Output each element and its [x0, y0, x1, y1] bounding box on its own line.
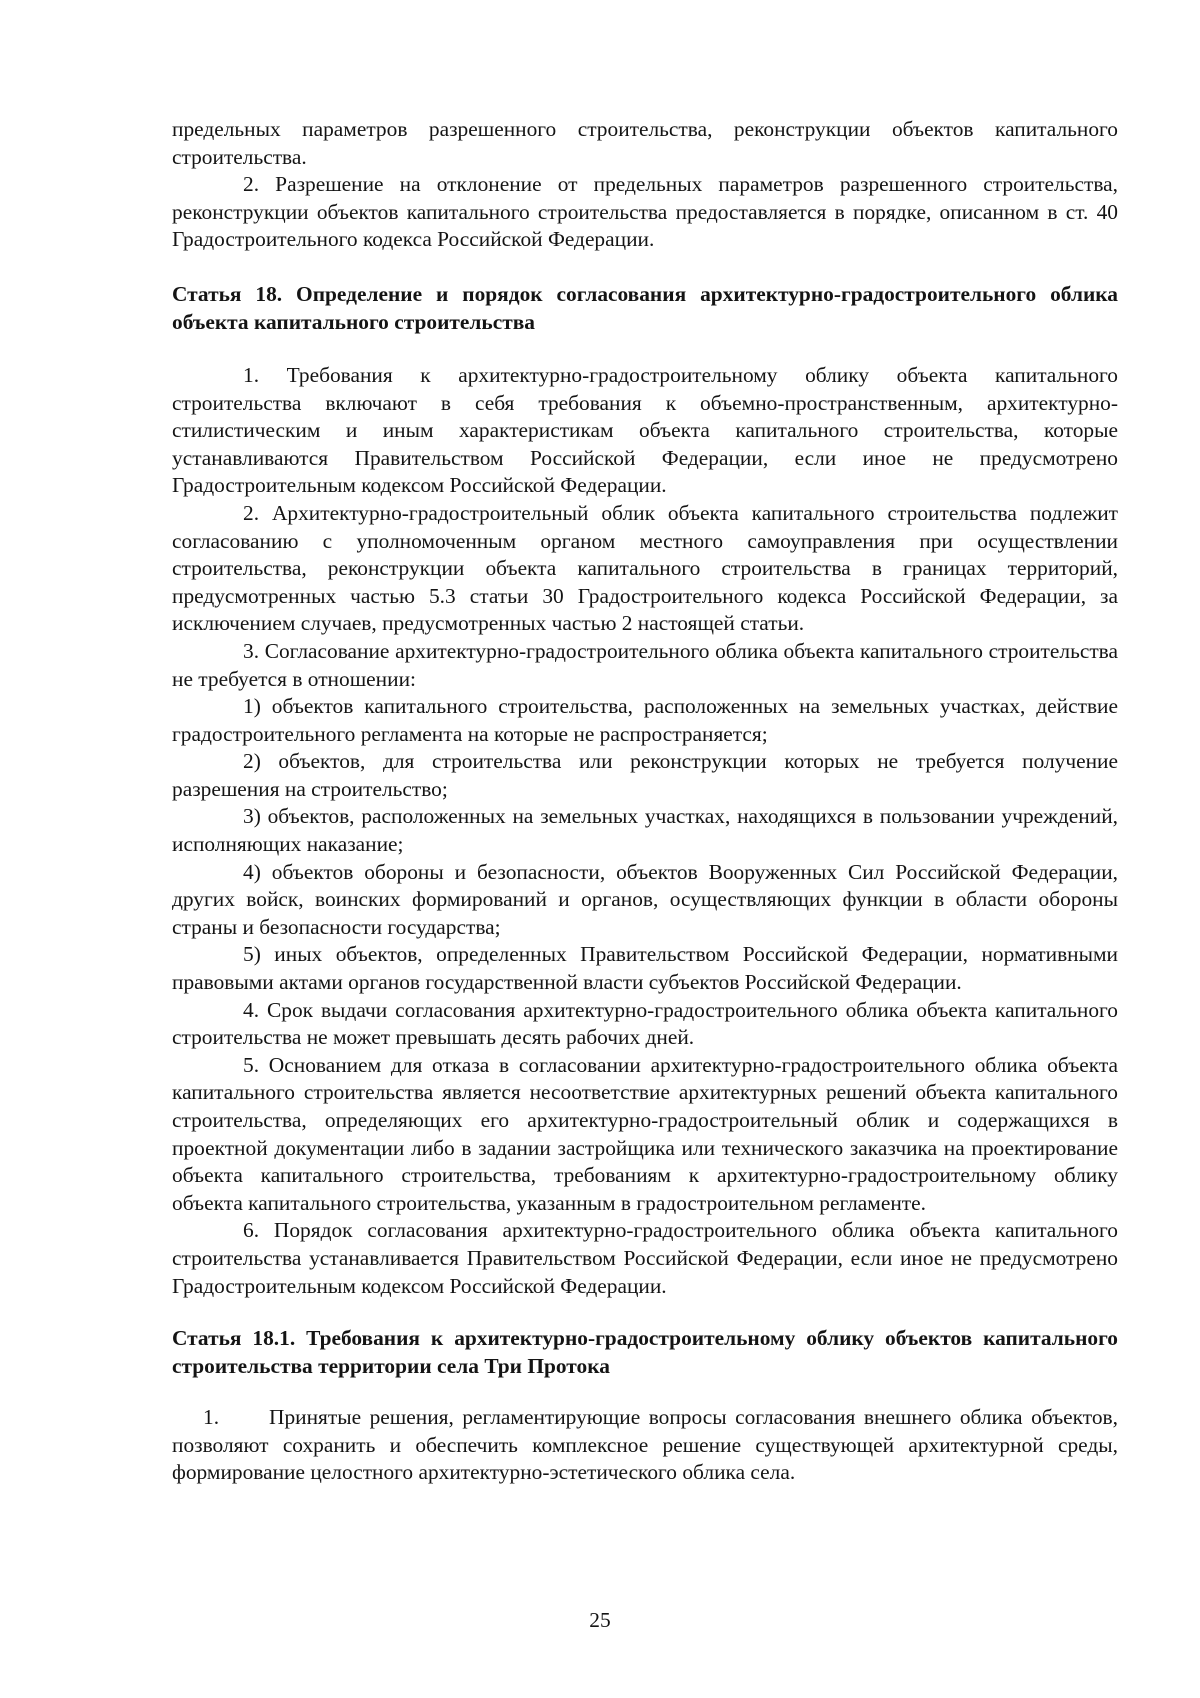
article-18-1-item-1: [172, 1404, 1118, 1487]
article-18-para-3: 3. Согласование архитектурно-градостроительного облика объекта капитального строительства не требуется в отношении:: [172, 638, 1118, 691]
article-18-subitem-2: 2) объектов, для строительства или реконструкции которых не требуется получение разрешения на строительство;: [172, 749, 1118, 801]
article-18-subitem-1: 1) объектов капитального строительства, расположенных на земельных участках, действие градостроительного регламента на которые не распространяется;: [172, 694, 1118, 746]
article-18-para-1: 1. Требования к архитектурно-градостроительному облику объекта капитального строительства включают в себя требования к объемно-пространственным, архитектурно-стилистическим и иным характеристикам объекта капитального строительства, которые устанавливаются Правительством Российской Федерации, если иное не предусмотрено Градостроительным кодексом Российской Федерации.: [172, 362, 1118, 498]
paragraph-permission-deviation: 2. Разрешение на отклонение от предельных параметров разрешенного строительства, реконструкции объектов капитального строительства предоставляется в порядке, описанном в ст. 40 Градостроительного кодекса Российской Федерации.: [172, 172, 1118, 252]
document-page: [172, 116, 1118, 1487]
page-number: 25: [589, 1608, 611, 1632]
article-18-subitem-5: 5) иных объектов, определенных Правительством Российской Федерации, нормативными правовыми актами органов государственной власти субъектов Российской Федерации.: [172, 942, 1118, 995]
list-item-text: Принятые решения, регламентирующие вопросы согласования внешнего облика объектов, позволяют сохранить и обеспечить комплексное решение существующей архитектурной среды, формирование целостного архитектурно-эстетического облика села.: [172, 1405, 1118, 1485]
article-18-1-heading: Статья 18.1. Требования к архитектурно-градостроительному облику объектов капитального строительства территории села Три Протока: [172, 1326, 1118, 1379]
article-18-subitem-3: 3) объектов, расположенных на земельных участках, находящихся в пользовании учреждений, исполняющих наказание;: [172, 804, 1118, 857]
article-18-subitem-4: 4) объектов обороны и безопасности, объектов Вооруженных Сил Российской Федерации, других войск, воинских формирований и органов, осуществляющих функции в области обороны страны и безопасности государства;: [172, 859, 1118, 939]
article-18-heading: Статья 18. Определение и порядок согласования архитектурно-градостроительного облика объекта капитального строительства: [172, 281, 1118, 334]
article-18-para-4: 4. Срок выдачи согласования архитектурно-градостроительного облика объекта капитального строительства не может превышать десять рабочих дней.: [172, 997, 1118, 1050]
article-18-para-6: 6. Порядок согласования архитектурно-градостроительного облика объекта капитального строительства устанавливается Правительством Российской Федерации, если иное не предусмотрено Градостроительным кодексом Российской Федерации.: [172, 1218, 1118, 1298]
article-18-para-2: 2. Архитектурно-градостроительный облик объекта капитального строительства подлежит согласованию с уполномоченным органом местного самоуправления при осуществлении строительства, реконструкции объекта капитального строительства в границах территорий, предусмотренных частью 5.3 статьи 30 Градостроительного кодекса Российской Федерации, за исключением случаев, предусмотренных частью 2 настоящей статьи.: [172, 500, 1118, 636]
list-item-number: 1.: [203, 1405, 220, 1430]
article-18-para-5: 5. Основанием для отказа в согласовании архитектурно-градостроительного облика объекта капитального строительства является несоответствие архитектурных решений объекта капитального строительства, определяющих его архитектурно-градостроительный облик и содержащихся в проектной документации либо в задании застройщика или технического заказчика на проектирование объекта капитального строительства, требованиям к архитектурно-градостроительному облику объекта капитального строительства, указанным в градостроительном регламенте.: [172, 1052, 1118, 1215]
paragraph-continuation: предельных параметров разрешенного строительства, реконструкции объектов капитального строительства.: [172, 117, 1118, 169]
